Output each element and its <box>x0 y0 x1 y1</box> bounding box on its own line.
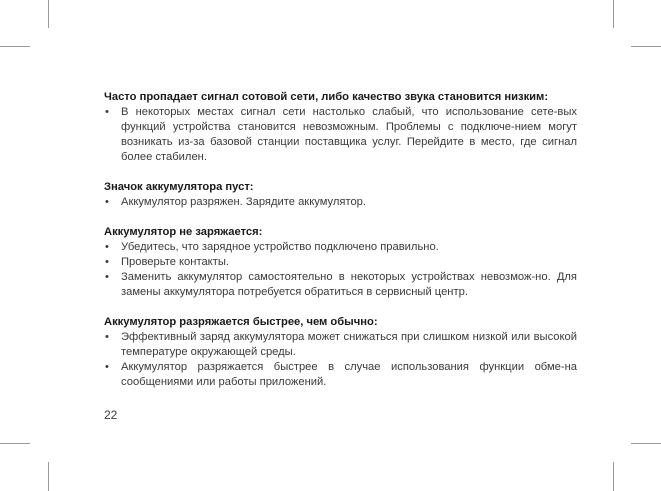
bullet-marker: • <box>105 256 109 268</box>
list-item <box>104 240 577 255</box>
list-item <box>104 255 577 270</box>
section-weak-signal <box>104 90 577 165</box>
troubleshooting-content <box>104 90 577 405</box>
crop-mark <box>48 462 49 491</box>
bullet-marker: • <box>105 271 109 283</box>
bullet-marker: • <box>105 331 109 343</box>
list-item <box>104 330 577 360</box>
list-item-text: В некоторых местах сигнал сети настолько слабый, что использование сете-вых функций устройства становится невозможным. Проблемы с подключе-нием могут возникать из-за базовой станции поставщика услуг. Перейдите в место, где сигнал более стабилен. <box>121 106 577 163</box>
crop-mark <box>631 46 661 47</box>
section-battery-empty <box>104 180 577 210</box>
section-not-charging <box>104 225 577 300</box>
page-number: 22 <box>104 408 118 422</box>
bullet-marker: • <box>105 196 109 208</box>
list-item <box>104 360 577 390</box>
list-item-text: Проверьте контакты. <box>121 256 229 268</box>
section-heading: Значок аккумулятора пуст: <box>104 181 254 193</box>
section-heading: Аккумулятор разряжается быстрее, чем обычно: <box>104 316 378 328</box>
section-drains-fast <box>104 315 577 390</box>
crop-mark <box>613 0 614 28</box>
list-item <box>104 270 577 300</box>
crop-mark <box>613 462 614 491</box>
list-item-text: Убедитесь, что зарядное устройство подключено правильно. <box>121 241 439 253</box>
bullet-list <box>104 240 577 300</box>
crop-mark <box>0 46 30 47</box>
list-item-text: Аккумулятор разряжен. Зарядите аккумулятор. <box>121 196 366 208</box>
section-heading: Часто пропадает сигнал сотовой сети, либо качество звука становится низким: <box>104 91 549 103</box>
crop-mark <box>48 0 49 28</box>
bullet-marker: • <box>105 241 109 253</box>
bullet-list <box>104 105 577 165</box>
bullet-marker: • <box>105 361 109 373</box>
bullet-list <box>104 195 577 210</box>
bullet-list <box>104 330 577 390</box>
list-item <box>104 105 577 165</box>
list-item <box>104 195 577 210</box>
list-item-text: Эффективный заряд аккумулятора может снижаться при слишком низкой или высокой температуре окружающей среды. <box>121 331 577 358</box>
section-heading: Аккумулятор не заряжается: <box>104 226 263 238</box>
list-item-text: Аккумулятор разряжается быстрее в случае использования функции обме-на сообщениями или работы приложений. <box>121 361 577 388</box>
crop-mark <box>0 443 30 444</box>
crop-mark <box>631 443 661 444</box>
list-item-text: Заменить аккумулятор самостоятельно в некоторых устройствах невозмож-но. Для замены аккумулятора потребуется обратиться в сервисный центр. <box>121 271 577 298</box>
bullet-marker: • <box>105 106 109 118</box>
